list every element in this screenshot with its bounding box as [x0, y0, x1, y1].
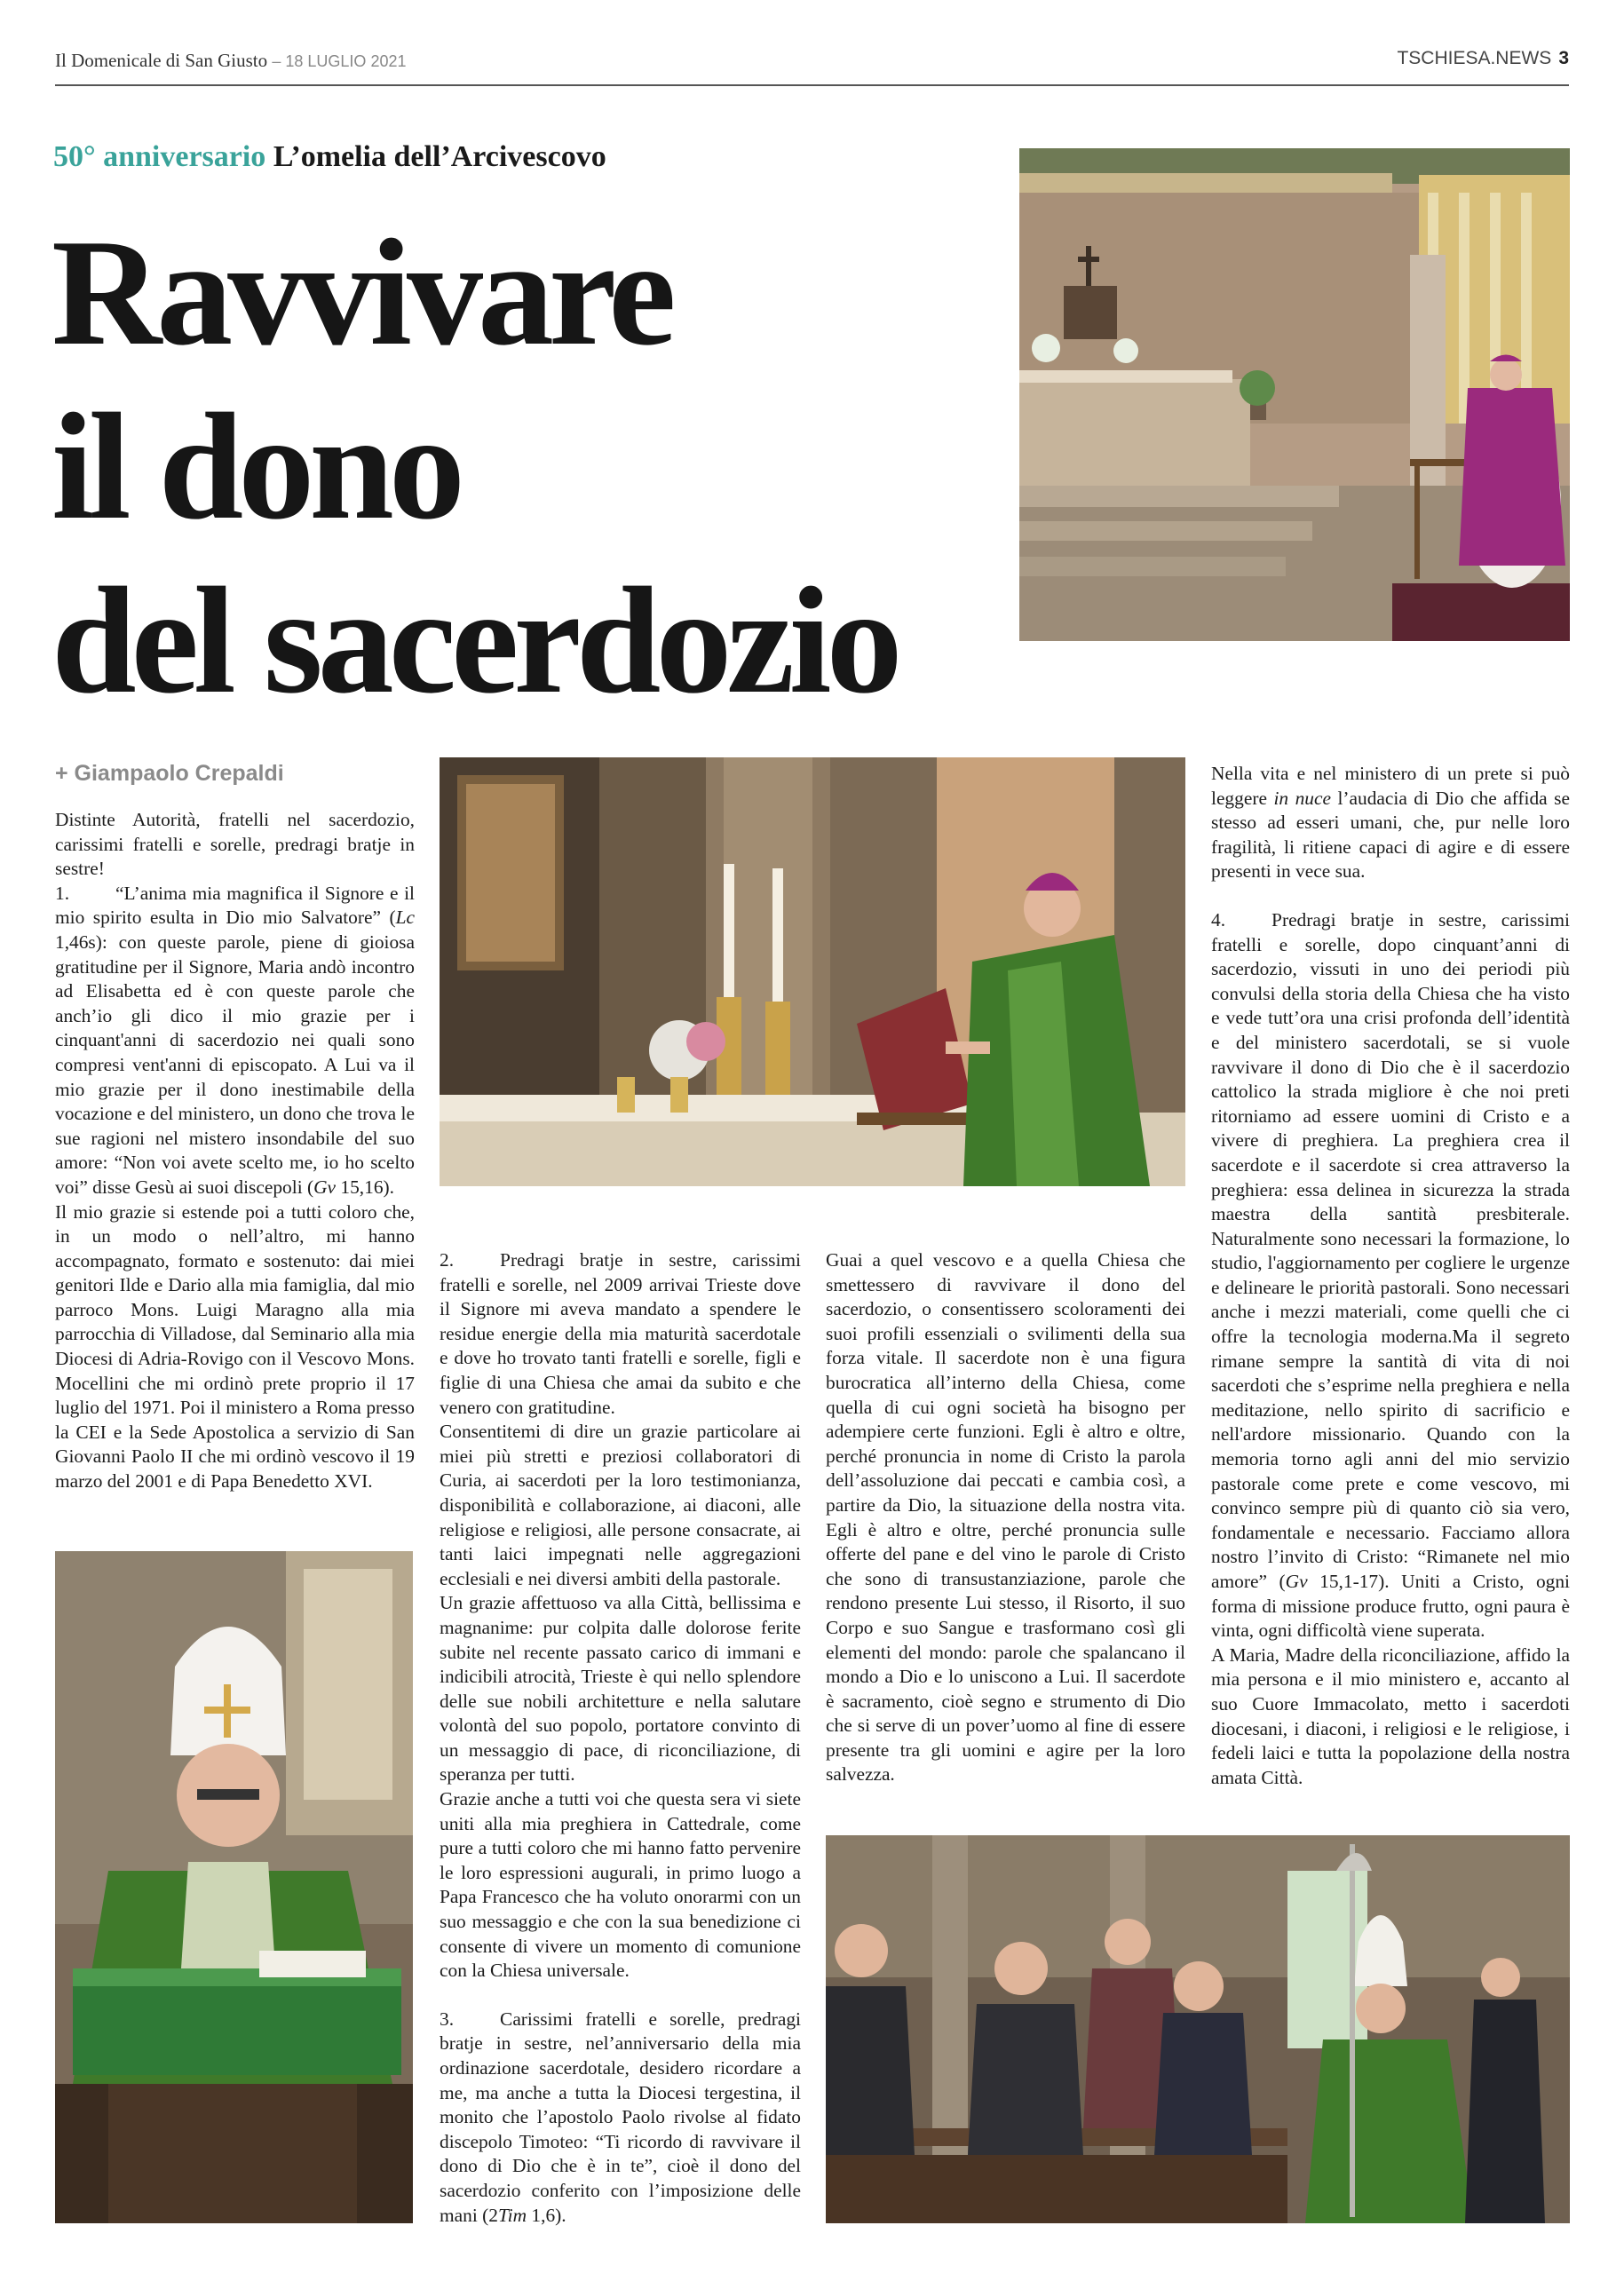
publication-name: Il Domenicale di San Giusto	[55, 50, 268, 71]
article-byline: + Giampaolo Crepaldi	[55, 761, 284, 786]
article-column-3	[826, 1248, 1185, 1787]
article-column-2	[440, 1248, 801, 2228]
photo-archbishop-at-altar	[440, 757, 1185, 1186]
section-number: 4.	[1211, 908, 1226, 931]
paragraph-audacity: Nella vita e nel ministero di un prete si può leggere in nuce l’audacia di Dio che affida se stesso ad esseri umani, che, pur nelle loro fragilità, li ritiene capaci di agire e di essere presenti in vece sua.	[1211, 763, 1570, 883]
paragraph-collaborators: Consentitemi di dire un grazie particolare ai miei più stretti e preziosi collaboratori di Curia, ai sacerdoti per la loro testimonianza, disponibilità e collaborazione, ai diaconi, alle religiose e religiosi, alle persone consacrate, ai tanti laici impegnati nelle aggregazioni ecclesiali e nei diversi ambiti della pastorale.	[440, 1421, 801, 1589]
paragraph-thanks: Il mio grazie si estende poi a tutti coloro che, in un modo o nell’altro, mi hanno accompagnato, formato e sostenuto: dai miei genitori Ilde e Dario alla mia famiglia, dal mio parroco Mons. Luigi Maragno alla mia parrocchia di Villadose, dal Seminario alla mia Diocesi di Adria-Rovigo con il Vescovo Mons. Mocellini che mi ordinò prete proprio il 17 luglio del 1971. Poi il ministero a Roma presso la CEI e la Sede Apostolica a servizio di San Giovanni Paolo II che mi ordinò vescovo il 19 marzo del 2001 e di Papa Benedetto XVI.	[55, 1200, 415, 1493]
article-column-4	[1211, 762, 1570, 1790]
section-number: 1.	[55, 882, 70, 904]
photo-archbishop-kneeling	[1019, 148, 1570, 641]
site-link[interactable]: TSCHIESA.NEWS	[1397, 48, 1552, 68]
bible-ref: Gv	[313, 1176, 337, 1198]
italic-phrase: in nuce	[1273, 787, 1331, 809]
bible-ref: Lc	[395, 907, 415, 929]
bible-ref: Tim	[497, 2204, 527, 2226]
title-line-1: Ravvivare	[51, 209, 671, 377]
photo-procession	[826, 1835, 1570, 2223]
paragraph-1: 1. “L’anima mia magnifica il Signore e il mio spirito esulta in Dio mio Salvatore” (Lc 1,46s): con queste parole, piene di gioiosa gratitudine per il Signore, Maria andò incontro ad Elisabetta ed è con queste parole che anch’io gli dico il mio grazie per i cinquant'anni di sacerdozio nei quali sono compresi vent'anni di episcopato. A Lui va il mio grazie per il dono inestimabile della vocazione e del ministero, un dono che trova le sue ragioni nel mistero insondabile del suo amore: “Non voi avete scelto me, io ho scelto voi” disse Gesù ai suoi discepoli (Gv 15,16).	[55, 882, 415, 1198]
site-header	[1397, 48, 1569, 69]
paragraph-gratitude: Grazie anche a tutti voi che questa sera vi siete uniti alla mia preghiera in Cattedrale, come pure a tutti coloro che mi hanno fatto pervenire le loro espressioni augurali, in primo luogo a Papa Francesco che ha voluto onorarmi con un suo messaggio e che con la sua benedizione ci consente di vivere un momento di comunione con la Chiesa universale.	[440, 1788, 801, 1982]
paragraph-city: Un grazie affettuoso va alla Città, bellissima e magnanime: pur colpita dalle dolorose ferite subite nel recente passato carico di immani e indicibili atrocità, Trieste è qui nello splendore delle sue nobili architetture e nella salutare volontà del suo popolo, portatore convinto di un messaggio di pace, di riconciliazione, di speranza per tutti.	[440, 1592, 801, 1786]
section-number: 2.	[440, 1249, 455, 1271]
kicker-section: 50° anniversario	[53, 140, 266, 173]
article-title	[51, 206, 993, 728]
publication-header: Il Domenicale di San Giusto – 18 LUGLIO 2021	[55, 50, 407, 71]
article-kicker	[53, 140, 606, 174]
section-number: 3.	[440, 2008, 455, 2030]
paragraph-3: 3. Carissimi fratelli e sorelle, predragi bratje in sestre, nel’anniversario della mia ordinazione sacerdotale, desidero ricordare a me, ma anche a tutta la Diocesi tergestina, il monito che l’apostolo Paolo rivolse al fidato discepolo Timoteo: “Ti ricordo di ravvivare il dono di Dio che è in te”, cioè il dono del sacerdozio conferito con l’imposizione delle mani (2Tim 1,6).	[440, 2008, 801, 2226]
title-line-3: del sacerdozio	[51, 557, 898, 725]
photo-archbishop-at-ambo	[55, 1551, 413, 2223]
bible-ref: Gv	[1285, 1571, 1308, 1592]
header-divider	[55, 84, 1569, 86]
page-number: 3	[1558, 48, 1569, 68]
paragraph-mary: A Maria, Madre della riconciliazione, affido la mia persona e il mio ministero e, accanto al suo Cuore Immacolato, metto i sacerdoti diocesani, i diaconi, i religiosi e le religiose, i fedeli laici e tutta la popolazione della nostra amata Città.	[1211, 1643, 1570, 1788]
title-line-2: il dono	[51, 383, 460, 551]
paragraph-2: 2. Predragi bratje in sestre, carissimi fratelli e sorelle, nel 2009 arrivai Trieste dove il Signore mi aveva mandato a spendere le residue energie della mia maturità sacerdotale e dove ho trovato tanti fratelli e sorelle, figli e figlie di una Chiesa che amai da subito e che venero con gratitudine.	[440, 1249, 801, 1418]
paragraph-greeting: Distinte Autorità, fratelli nel sacerdozio, carissimi fratelli e sorelle, predragi bratje in sestre!	[55, 809, 415, 880]
article-column-1	[55, 808, 415, 1494]
kicker-topic: L’omelia dell’Arcivescovo	[273, 140, 606, 173]
paragraph-4: 4. Predragi bratje in sestre, carissimi fratelli e sorelle, dopo cinquant’anni di sacerdozio, vissuti in uno dei periodi più convulsi della storia della Chiesa che ha visto e vede tutt’ora una crisi profonda dell’identità e del ministero sacerdotali, se si vuole ravvivare il dono di Dio che è il sacerdozio cattolico la strada migliore è che noi preti ritorniamo ad essere uomini di Cristo e a vivere di preghiera. La preghiera crea il sacerdote e il sacerdote si crea attraverso la preghiera: essa delinea in sicurezza la strada maestra della santità presbiterale. Naturalmente sono necessari la formazione, lo studio, l'aggiornamento per cogliere le urgenze e delineare le priorità pastorali. Sono necessari anche i mezzi materiali, come quelli che ci offre la tecnologia moderna.Ma il segreto rimane sempre la santità di vita di noi sacerdoti che s’esprime nella preghiera e nella meditazione, nello spirito di sacrificio e nell'ardore missionario. Quando con la memoria torno agli anni del mio servizio pastorale come prete e come vescovo, mi convinco sempre più di quanto ciò sia vero, fondamentale e necessario. Facciamo allora nostro l’invito di Cristo: “Rimanete nel mio amore” (Gv 15,1-17). Uniti a Cristo, ogni forma di missione produce frutto, ogni paura è vinta, ogni difficoltà viene superata.	[1211, 908, 1570, 1642]
issue-date: 18 LUGLIO 2021	[285, 52, 407, 70]
paragraph-priesthood: Guai a quel vescovo e a quella Chiesa che smettessero di ravvivare il dono del sacerdozio, o consentissero scoloramenti dei suoi profili essenziali o svilimenti della sua forza vitale. Il sacerdote non è una figura burocratica all’interno della Chiesa, come quella di cui ogni società ha bisogno per adempiere certe funzioni. Egli è altro e oltre, perché pronuncia in nome di Cristo la parola dell’assoluzione dai peccati e cambia così, a partire da Dio, la situazione della nostra vita. Egli è altro e oltre, perché pronuncia sulle offerte del pane e del vino le parole di Cristo che sono di transustanziazione, parole che rendono presente Lui stesso, il Risorto, il suo Corpo e suo Sangue e trasformano così gli elementi del mondo: parole che spalancano il mondo a Dio e lo uniscono a Lui. Il sacerdote è sacramento, cioè segno e strumento di Dio che si serve di un pover’uomo al fine di essere presente tra gli uomini e agire per la loro salvezza.	[826, 1249, 1185, 1786]
